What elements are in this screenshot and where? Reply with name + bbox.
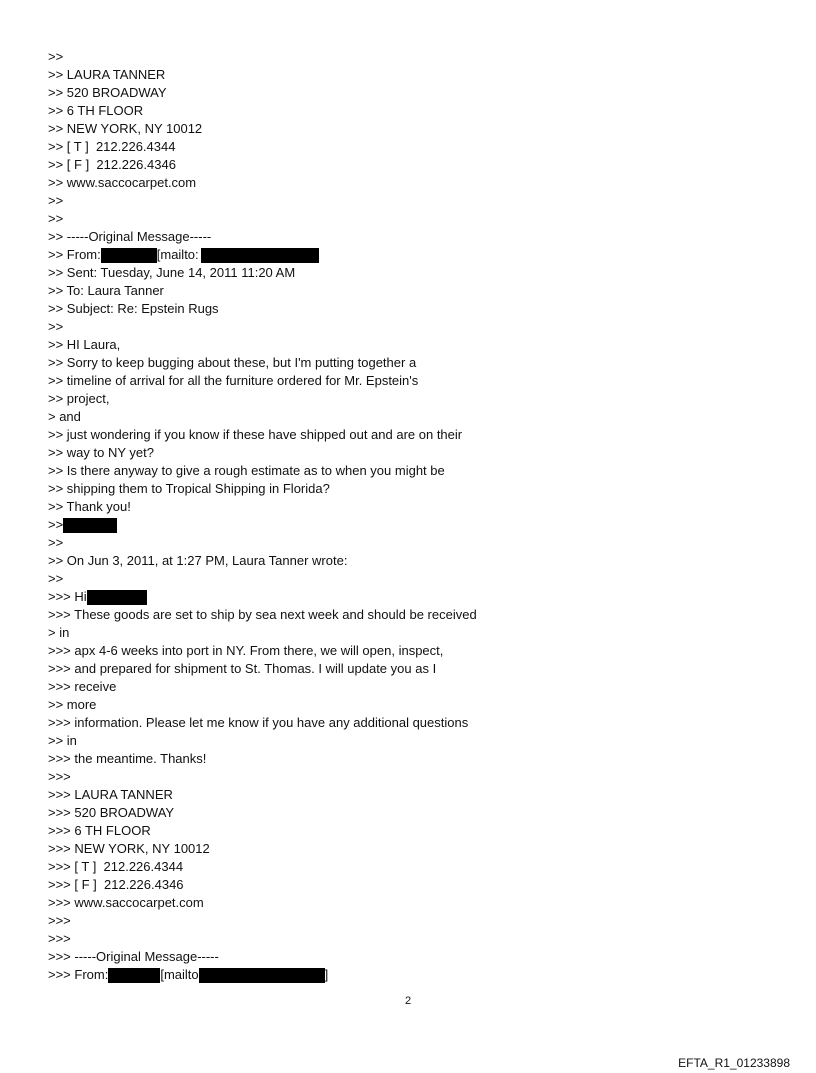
email-line: >>> -----Original Message----- xyxy=(48,949,219,964)
email-line: >> Sorry to keep bugging about these, but I'm putting together a xyxy=(48,355,417,370)
document-id: EFTA_R1_01233898 xyxy=(678,1056,790,1070)
email-line: >> shipping them to Tropical Shipping in Florida? xyxy=(48,481,330,496)
email-line: >>> NEW YORK, NY 10012 xyxy=(48,841,210,856)
email-line: >> 6 TH FLOOR xyxy=(48,103,144,118)
email-line: >>> xyxy=(48,769,71,784)
redaction-block xyxy=(201,248,319,263)
email-line: >>> LAURA TANNER xyxy=(48,787,173,802)
email-line: >> LAURA TANNER xyxy=(48,67,166,82)
email-line: >>> www.saccocarpet.com xyxy=(48,895,204,910)
email-line: >> xyxy=(48,193,64,208)
email-line: > in xyxy=(48,625,70,640)
from-prefix: >> From: xyxy=(48,247,101,262)
email-line: >> xyxy=(48,535,64,550)
email-greeting-line xyxy=(48,588,477,606)
email-line: >> [ T ] 212.226.4344 xyxy=(48,139,176,154)
email-line: >> On Jun 3, 2011, at 1:27 PM, Laura Tanner wrote: xyxy=(48,553,348,568)
email-line: >> Subject: Re: Epstein Rugs xyxy=(48,301,219,316)
email-from-line xyxy=(48,966,477,984)
email-line: >> xyxy=(48,571,64,586)
from-mailto: [mailto xyxy=(160,967,199,982)
email-line: >> 520 BROADWAY xyxy=(48,85,167,100)
redaction-block xyxy=(108,968,160,983)
signature-prefix: >> xyxy=(48,517,64,532)
email-line: >> HI Laura, xyxy=(48,337,121,352)
email-line: >>> receive xyxy=(48,679,117,694)
email-line: >> Thank you! xyxy=(48,499,131,514)
email-line: >> in xyxy=(48,733,77,748)
email-line: >> xyxy=(48,211,64,226)
redaction-block xyxy=(101,248,157,263)
email-line: >> NEW YORK, NY 10012 xyxy=(48,121,203,136)
email-line: >>> [ T ] 212.226.4344 xyxy=(48,859,184,874)
email-body xyxy=(48,48,477,984)
email-line: >> xyxy=(48,49,64,64)
email-line: >> Sent: Tuesday, June 14, 2011 11:20 AM xyxy=(48,265,296,280)
greeting-prefix: >>> Hi xyxy=(48,589,87,604)
email-line: >>> the meantime. Thanks! xyxy=(48,751,207,766)
email-line: >>> apx 4-6 weeks into port in NY. From there, we will open, inspect, xyxy=(48,643,444,658)
email-line: >> timeline of arrival for all the furniture ordered for Mr. Epstein's xyxy=(48,373,419,388)
from-mailto-close: ] xyxy=(324,967,329,982)
email-line: >> project, xyxy=(48,391,110,406)
email-line: >>> [ F ] 212.226.4346 xyxy=(48,877,184,892)
email-line: >>> and prepared for shipment to St. Thomas. I will update you as I xyxy=(48,661,437,676)
email-line: >> -----Original Message----- xyxy=(48,229,212,244)
page-number: 2 xyxy=(404,995,412,1007)
email-line: >> Is there anyway to give a rough estimate as to when you might be xyxy=(48,463,445,478)
redaction-block xyxy=(63,518,117,533)
redaction-block xyxy=(199,968,325,983)
email-line: >> www.saccocarpet.com xyxy=(48,175,197,190)
email-line: >> [ F ] 212.226.4346 xyxy=(48,157,176,172)
email-line: >> To: Laura Tanner xyxy=(48,283,164,298)
from-mailto: [mailto: xyxy=(156,247,199,262)
email-line: >>> 520 BROADWAY xyxy=(48,805,175,820)
email-line: > and xyxy=(48,409,81,424)
email-line: >>> 6 TH FLOOR xyxy=(48,823,151,838)
email-line: >>> These goods are set to ship by sea next week and should be received xyxy=(48,607,477,622)
email-signature-line xyxy=(48,516,477,534)
email-line: >> xyxy=(48,319,64,334)
email-line: >> way to NY yet? xyxy=(48,445,154,460)
email-line: >> more xyxy=(48,697,97,712)
email-line: >>> information. Please let me know if you have any additional questions xyxy=(48,715,469,730)
email-from-line xyxy=(48,246,477,264)
redaction-block xyxy=(87,590,147,605)
from-prefix: >>> From: xyxy=(48,967,109,982)
email-line: >> just wondering if you know if these have shipped out and are on their xyxy=(48,427,463,442)
email-line: >>> xyxy=(48,913,71,928)
email-line: >>> xyxy=(48,931,71,946)
